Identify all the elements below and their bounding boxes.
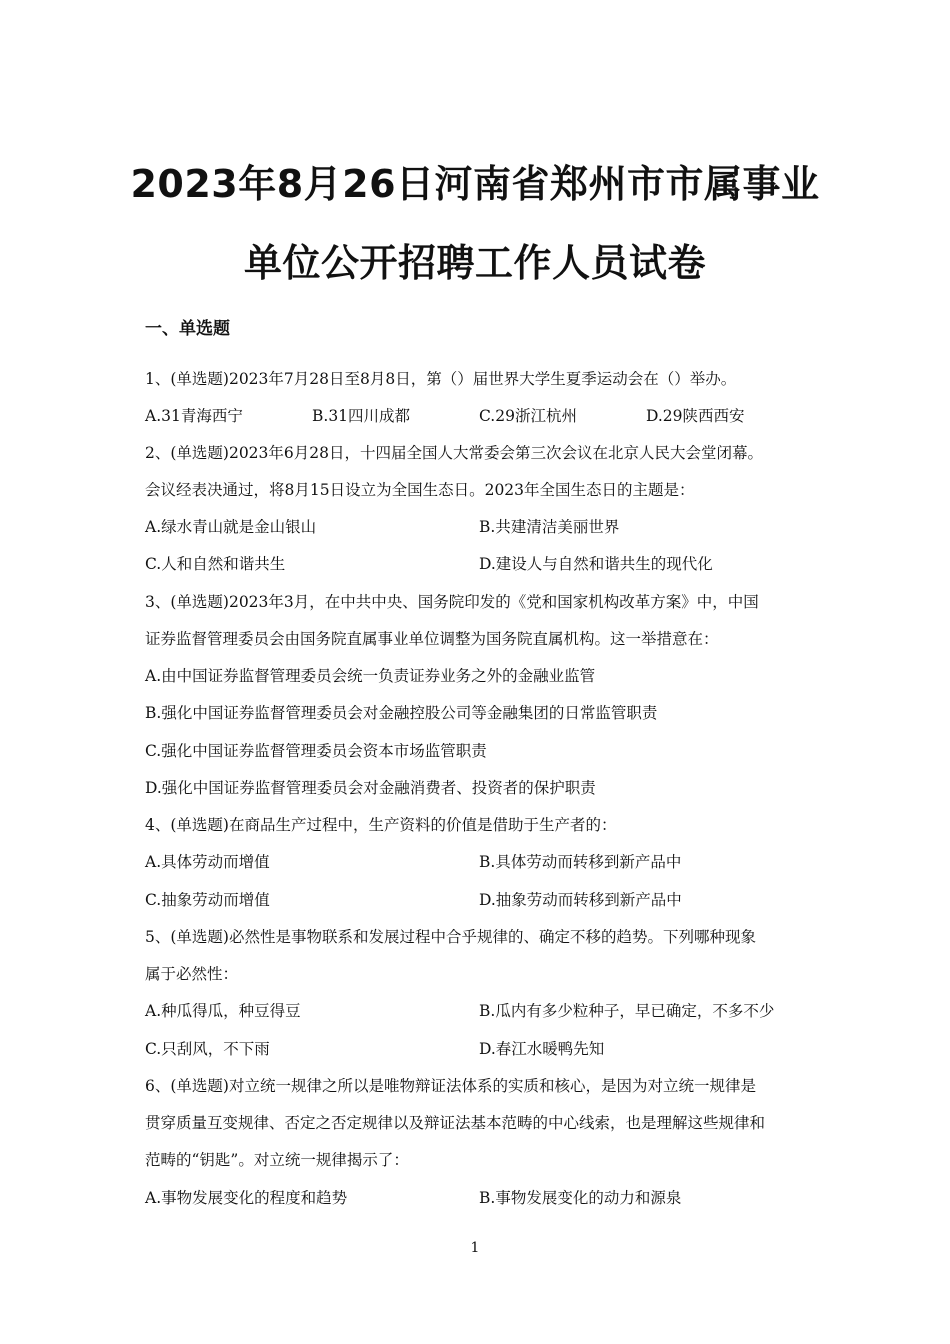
question-4-option-d: D.抽象劳动而转移到新产品中 [479, 891, 682, 909]
document-title-line-2: 单位公开招聘工作人员试卷 [243, 241, 706, 285]
question-2-option-a: A.绿水青山就是金山银山 [145, 518, 317, 536]
question-2-text-line-2: 会议经表决通过，将8月15日设立为全国生态日。2023年全国生态日的主题是： [145, 481, 695, 499]
question-1-option-b: B.31四川成都 [312, 407, 411, 425]
question-2-text-line-1: 2、(单选题)2023年6月28日，十四届全国人大常委会第三次会议在北京人民大会堂闭幕。 [145, 444, 763, 462]
question-3-option-b: B.强化中国证券监督管理委员会对金融控股公司等金融集团的日常监管职责 [145, 704, 658, 722]
question-3-option-c: C.强化中国证券监督管理委员会资本市场监管职责 [145, 742, 487, 760]
question-2-option-b: B.共建清洁美丽世界 [479, 518, 620, 536]
question-5-text-line-2: 属于必然性： [145, 965, 239, 983]
question-1-option-a: A.31青海西宁 [145, 407, 243, 425]
question-1-option-d: D.29陕西西安 [646, 407, 745, 425]
question-1-option-c: C.29浙江杭州 [479, 407, 577, 425]
question-1-text: 1、(单选题)2023年7月28日至8月8日，第（）届世界大学生夏季运动会在（）举办。 [145, 370, 737, 388]
question-4-option-b: B.具体劳动而转移到新产品中 [479, 853, 682, 871]
question-5-option-a: A.种瓜得瓜，种豆得豆 [145, 1002, 301, 1020]
question-2-option-d: D.建设人与自然和谐共生的现代化 [479, 555, 713, 573]
page-number: 1 [470, 1240, 480, 1256]
question-6-option-a: A.事物发展变化的程度和趋势 [145, 1189, 348, 1207]
question-5-text-line-1: 5、(单选题)必然性是事物联系和发展过程中合乎规律的、确定不移的趋势。下列哪种现象 [145, 928, 756, 946]
question-2-option-c: C.人和自然和谐共生 [145, 555, 286, 573]
question-3-option-a: A.由中国证券监督管理委员会统一负责证券业务之外的金融业监管 [145, 667, 596, 685]
question-5-option-d: D.春江水暖鸭先知 [479, 1040, 605, 1058]
question-4-text: 4、(单选题)在商品生产过程中，生产资料的价值是借助于生产者的： [145, 816, 617, 834]
question-6-text-line-3: 范畴的“钥匙”。对立统一规律揭示了： [145, 1151, 409, 1169]
question-3-text-line-1: 3、(单选题)2023年3月，在中共中央、国务院印发的《党和国家机构改革方案》中，中国 [145, 593, 759, 611]
question-5-option-b: B.瓜内有多少粒种子，早已确定，不多不少 [479, 1002, 775, 1020]
question-6-text-line-2: 贯穿质量互变规律、否定之否定规律以及辩证法基本范畴的中心线索，也是理解这些规律和 [145, 1114, 766, 1132]
question-5-option-c: C.只刮风，不下雨 [145, 1040, 270, 1058]
question-3-option-d: D.强化中国证券监督管理委员会对金融消费者、投资者的保护职责 [145, 779, 596, 797]
question-6-option-b: B.事物发展变化的动力和源泉 [479, 1189, 682, 1207]
question-6-text-line-1: 6、(单选题)对立统一规律之所以是唯物辩证法体系的实质和核心，是因为对立统一规律是 [145, 1077, 756, 1095]
question-4-option-c: C.抽象劳动而增值 [145, 891, 270, 909]
section-heading: 一、单选题 [145, 319, 230, 339]
question-4-option-a: A.具体劳动而增值 [145, 853, 270, 871]
document-title-line-1: 2023年8月26日河南省郑州市市属事业 [130, 162, 820, 206]
question-3-text-line-2: 证券监督管理委员会由国务院直属事业单位调整为国务院直属机构。这一举措意在： [145, 630, 719, 648]
